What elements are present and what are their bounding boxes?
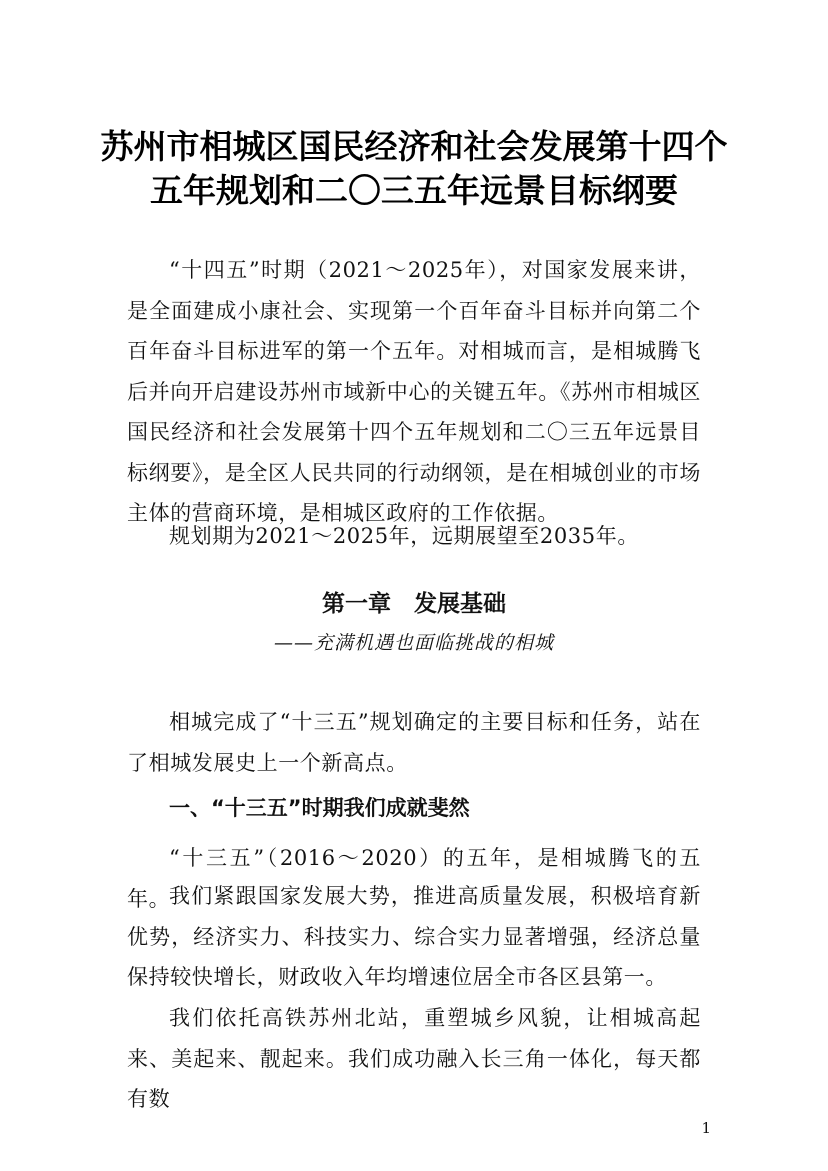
section-paragraph-1: “十三五”（2016～2020）的五年，是相城腾飞的五年。 [127,846,701,911]
chapter-subtitle: ——充满机遇也面临挑战的相城 [273,632,554,654]
page-number: 1 [701,1119,711,1137]
document-title-line-2: 五年规划和二〇三五年远景目标纲要 [150,171,678,210]
intro-paragraph-1: “十四五”时期（2021～2025年），对国家发展来讲，是全面建成小康社会、实现第一个百年奋斗目标并向第二个百年奋斗目标进军的第一个五年。对相城而言，是相城腾飞后并向开启建设苏州市域新中心的关键五年。《苏州市相城区国民经济和社会发展第十四个五年规划和二〇三五年远景目标纲要》，是全区人民共同的行动纲领，是在相城创业的市场主体的营商环境，是相城区政府的工作依据。 [127,258,701,525]
document-title-line-1: 苏州市相城区国民经济和社会发展第十四个 [100,127,728,166]
chapter-heading: 第一章 发展基础 [322,591,506,617]
section-paragraph-2: 我们紧跟国家发展大势，推进高质量发展，积极培育新优势，经济实力、科技实力、综合实力显著增强，经济总量保持较快增长，财政收入年均增速位居全市各区县第一。 [127,884,701,989]
chapter-intro-paragraph: 相城完成了“十三五”规划确定的主要目标和任务，站在了相城发展史上一个新高点。 [127,710,701,775]
section-paragraph-3: 我们依托高铁苏州北站，重塑城乡风貌，让相城高起来、美起来、靓起来。我们成功融入长三角一体化，每天都有数 [127,1006,701,1111]
section-heading: 一、“十三五”时期我们成就斐然 [169,796,470,820]
intro-paragraph-2: 规划期为2021～2025年，远期展望至2035年。 [169,524,639,548]
